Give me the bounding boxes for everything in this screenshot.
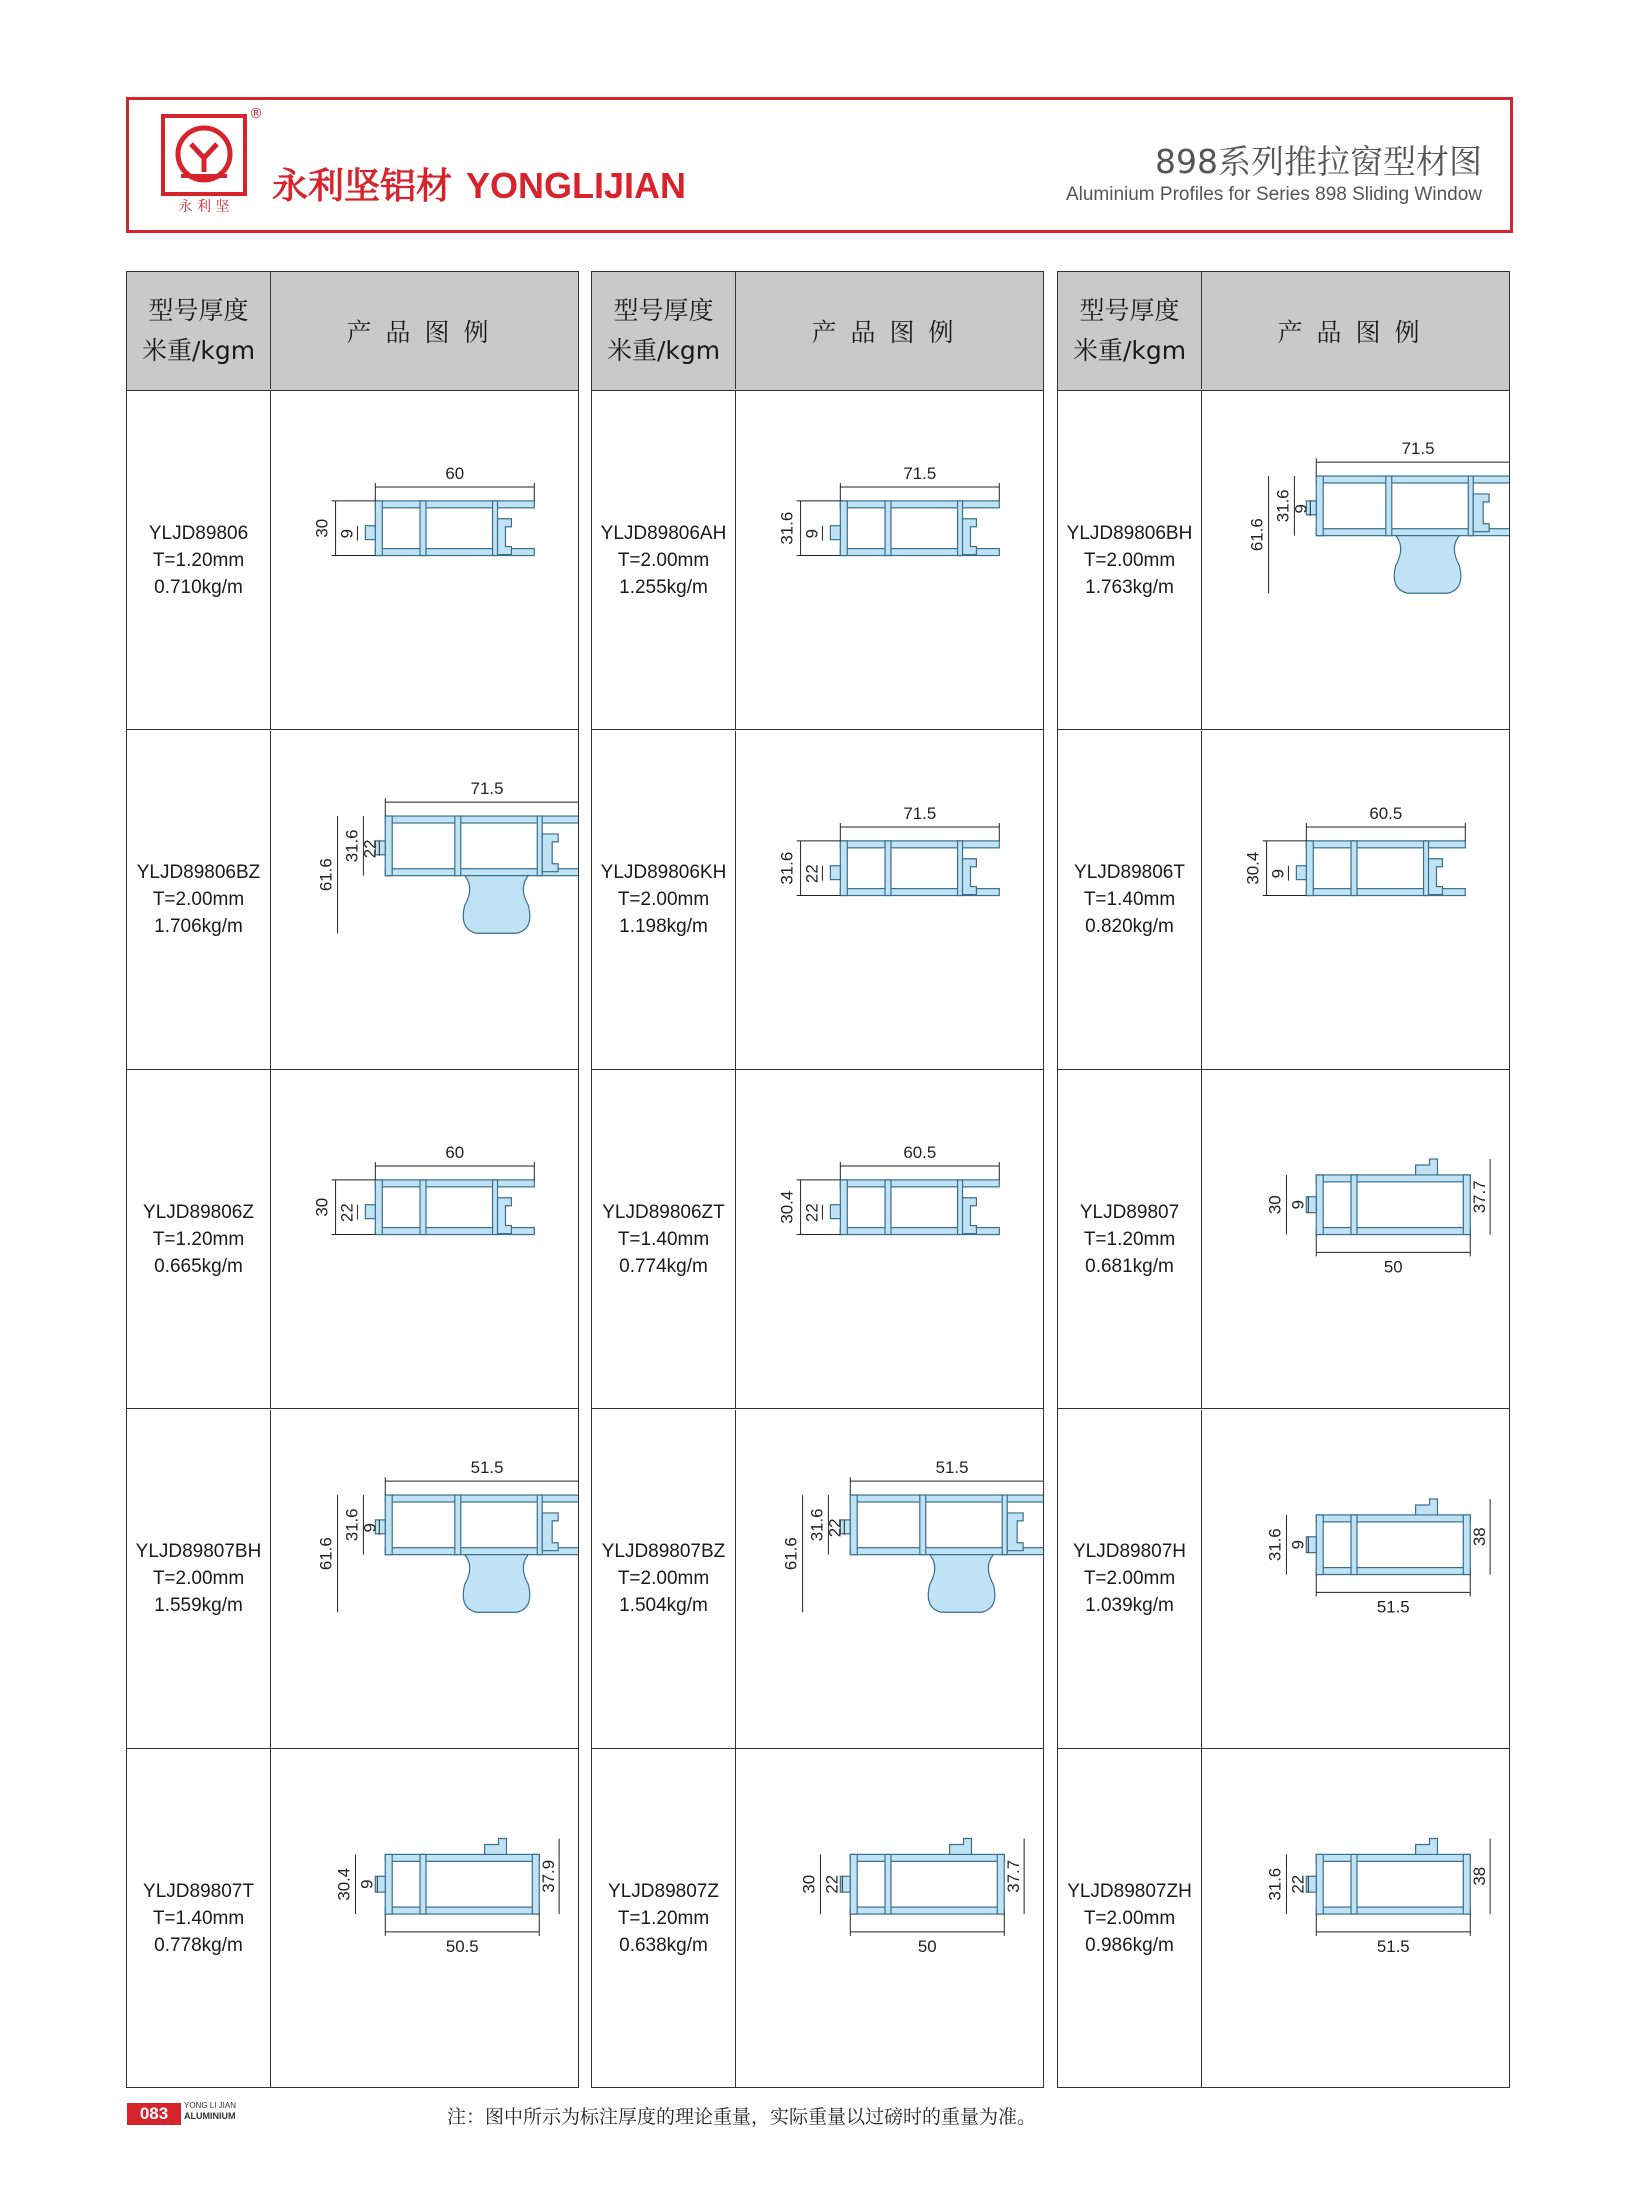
profile-part (1351, 1854, 1357, 1914)
profile-weight: 0.710kg/m (154, 576, 243, 598)
profile-weight: 1.706kg/m (154, 916, 243, 937)
profile-part (830, 526, 840, 540)
profile-section-diagram (1202, 1410, 1509, 1748)
dimension-label: 9 (337, 528, 357, 539)
dimension-label: 50 (1383, 1257, 1403, 1277)
profile-weight: 0.820kg/m (1085, 916, 1174, 937)
dimension-label: 31.6 (1265, 1867, 1285, 1901)
profile-model: YLJD89807T (143, 1881, 254, 1902)
profile-part (1424, 840, 1429, 895)
profile-part (498, 1198, 512, 1234)
profile-part (463, 1554, 530, 1612)
profile-drawing-cell (1202, 1410, 1509, 1748)
profile-part (1351, 840, 1357, 895)
columns.2.0-drawing (1248, 439, 1509, 593)
dimension-label: 31.6 (1273, 489, 1293, 523)
profile-part (1306, 1876, 1316, 1892)
profile-model: YLJD89806BH (1066, 522, 1193, 544)
profile-part (1429, 858, 1443, 894)
footer-brand-line2: ALUMINIUM (184, 2111, 236, 2121)
dimension-label: 60.5 (903, 1143, 937, 1163)
column-header (1058, 272, 1509, 391)
dimension-label: 51.5 (935, 1457, 969, 1477)
profile-row (1058, 1749, 1509, 2088)
profile-part (420, 1854, 426, 1914)
profile-model: YLJD89807 (1079, 1201, 1180, 1223)
profile-part (537, 816, 542, 876)
profile-part (542, 1512, 558, 1550)
columns.1.3-drawing (782, 1458, 1043, 1612)
profile-spec (592, 391, 736, 729)
dimension-label: 61.6 (316, 1536, 336, 1570)
profile-part (1296, 865, 1306, 879)
dimension-label: 37.7 (1004, 1859, 1024, 1893)
dimension-label: 71.5 (470, 778, 504, 798)
profile-drawing-cell (271, 1749, 578, 2088)
profile-row (1058, 1070, 1509, 1409)
dimension-label: 9 (357, 1879, 377, 1889)
profile-part (1316, 1228, 1470, 1235)
columns.1.1-drawing (778, 804, 1000, 896)
profile-weight: 1.763kg/m (1085, 576, 1174, 598)
profile-part (928, 1554, 995, 1612)
profile-row (592, 731, 1043, 1070)
profile-spec (592, 1070, 736, 1408)
dimension-label: 22 (1288, 1874, 1308, 1894)
profile-row (127, 1070, 578, 1409)
columns.2.4-drawing (1265, 1839, 1490, 1956)
profile-part (950, 1839, 972, 1855)
profile-section-diagram (736, 731, 1043, 1069)
profile-part (1316, 1854, 1323, 1914)
profile-spec (1058, 731, 1202, 1069)
profile-part (850, 1854, 1004, 1861)
profile-part (840, 501, 999, 508)
profile-row (127, 731, 578, 1070)
header-model-line2: 米重/kgm (1072, 335, 1187, 365)
profile-thickness: T=1.20mm (1083, 1228, 1176, 1250)
dimension-label: 31.6 (807, 1507, 827, 1541)
profile-section-diagram (271, 1070, 578, 1408)
profile-section-diagram (1202, 1070, 1509, 1408)
dimension-label: 31.6 (777, 511, 797, 545)
profile-row (1058, 391, 1509, 730)
profile-part (1386, 476, 1392, 536)
profile-spec (127, 731, 271, 1069)
profile-part (375, 501, 382, 556)
columns.0.2-drawing (313, 1143, 535, 1235)
dimension-label: 38 (1470, 1866, 1490, 1886)
profile-part (958, 840, 963, 895)
profile-model: YLJD89806BZ (136, 862, 261, 883)
profile-part (1416, 1839, 1438, 1855)
profile-row (592, 1749, 1043, 2088)
footer-brand (184, 2101, 236, 2121)
column-header (592, 272, 1043, 391)
profile-part (455, 1495, 461, 1555)
profile-part (537, 1495, 542, 1555)
profile-weight: 1.255kg/m (619, 576, 708, 598)
profile-part (385, 816, 392, 876)
profile-weight: 0.986kg/m (1085, 1935, 1174, 1956)
profile-weight: 1.559kg/m (154, 1595, 243, 1616)
dimension-label: 31.6 (342, 1507, 362, 1541)
dimension-label: 22 (825, 1517, 845, 1537)
dimension-label: 9 (360, 1522, 380, 1533)
profile-part (840, 1876, 850, 1892)
columns.0.0-drawing (313, 464, 535, 556)
profile-section-diagram (736, 1749, 1043, 2088)
columns.2.2-drawing (1265, 1159, 1490, 1276)
profile-part (1416, 1499, 1438, 1515)
page-number: 083 (127, 2103, 181, 2125)
profile-thickness: T=1.20mm (152, 1228, 245, 1250)
page-header (126, 97, 1513, 233)
profile-drawing-cell (736, 391, 1043, 729)
header-model-cell (592, 272, 736, 389)
dimension-label: 51.5 (1376, 1936, 1410, 1956)
profile-spec (592, 1749, 736, 2088)
profile-drawing-cell (1202, 1749, 1509, 2088)
header-model-cell (1058, 272, 1202, 389)
columns.0.3-drawing (317, 1458, 578, 1612)
profile-part (885, 501, 891, 556)
columns.0.1-drawing (317, 779, 578, 933)
profile-spec (127, 1749, 271, 2088)
profile-thickness: T=2.00mm (1083, 1908, 1176, 1929)
profile-part (1306, 840, 1465, 847)
profile-part (1351, 1175, 1357, 1235)
profile-drawing-cell (736, 1749, 1043, 2088)
profile-section-diagram (736, 391, 1043, 729)
profile-model: YLJD89807BH (135, 1541, 262, 1562)
profile-part (920, 1495, 926, 1555)
profile-model: YLJD89807H (1072, 1541, 1187, 1562)
profile-drawing-cell (1202, 391, 1509, 729)
header-product-cell: 产品图例 (346, 317, 503, 347)
profile-drawing-cell (736, 731, 1043, 1069)
profile-part (542, 833, 558, 871)
profile-part (493, 1180, 498, 1235)
profile-part (830, 1205, 840, 1219)
profile-column-2 (591, 271, 1044, 2088)
profile-part (1473, 494, 1489, 532)
columns.1.2-drawing (778, 1143, 1000, 1235)
dimension-label: 37.9 (539, 1859, 559, 1893)
profile-part (1002, 1495, 1007, 1555)
profile-part (463, 875, 530, 933)
footnote: 注：图中所示为标注厚度的理论重量，实际重量以过磅时的重量为准。 (447, 2106, 1037, 2128)
profile-weight: 1.198kg/m (619, 916, 708, 937)
profile-part (958, 1180, 963, 1235)
dimension-label: 61.6 (1247, 518, 1267, 552)
profile-part (375, 1180, 534, 1187)
brand-logo (161, 114, 247, 216)
profile-spec (1058, 1070, 1202, 1408)
profile-weight: 0.774kg/m (619, 1255, 708, 1277)
dimension-label: 9 (1291, 504, 1311, 514)
dimension-label: 50 (917, 1936, 937, 1956)
profile-part (365, 526, 375, 540)
profile-part (1468, 476, 1473, 536)
brand-name-cn: 永利坚铝材 (272, 165, 453, 206)
profile-section-diagram (271, 731, 578, 1069)
profile-thickness: T=2.00mm (1083, 549, 1176, 571)
profile-part (385, 1495, 578, 1502)
profile-thickness: T=2.00mm (617, 549, 710, 571)
profile-part (1316, 1907, 1470, 1914)
profile-part (1316, 1175, 1323, 1235)
dimension-label: 22 (802, 863, 822, 883)
profile-part (1316, 1514, 1470, 1521)
profile-part (455, 816, 461, 876)
profile-drawing-cell (736, 1070, 1043, 1408)
profile-part (1416, 1159, 1438, 1175)
profile-model: YLJD89806ZT (602, 1201, 725, 1223)
profile-thickness: T=1.40mm (617, 1228, 710, 1250)
dimension-label: 37.7 (1470, 1180, 1490, 1214)
dimension-label: 30.4 (1243, 851, 1263, 885)
profile-part (385, 1854, 539, 1861)
dimension-label: 60 (445, 1143, 465, 1163)
profile-section-diagram (271, 391, 578, 729)
header-product-cell: 产品图例 (811, 317, 968, 347)
profile-part (385, 816, 578, 823)
profile-drawing-cell (736, 1410, 1043, 1748)
dimension-label: 30 (1265, 1195, 1285, 1215)
profile-weight: 0.681kg/m (1085, 1255, 1174, 1277)
header-model-cell (127, 272, 271, 389)
dimension-label: 61.6 (316, 857, 336, 891)
columns.1.0-drawing (778, 464, 1000, 556)
dimension-label: 71.5 (903, 803, 937, 823)
profile-part (375, 1180, 382, 1235)
profile-row (592, 1410, 1043, 1749)
profile-model: YLJD89807BZ (601, 1541, 726, 1562)
profile-weight: 0.665kg/m (154, 1255, 243, 1277)
profile-model: YLJD89806 (148, 522, 249, 544)
profile-spec (1058, 1410, 1202, 1748)
dimension-label: 22 (337, 1203, 357, 1223)
profile-section-diagram (736, 1070, 1043, 1408)
profile-part (385, 1495, 392, 1555)
profile-spec (1058, 1749, 1202, 2088)
profile-part (840, 840, 847, 895)
dimension-label: 30 (799, 1874, 819, 1894)
profile-model: YLJD89806KH (600, 862, 727, 883)
profile-thickness: T=2.00mm (152, 1568, 245, 1589)
brand-name (272, 158, 686, 209)
header-model-line1: 型号厚度 (1079, 295, 1180, 325)
profile-part (420, 1180, 426, 1235)
profile-column-1 (126, 271, 579, 2088)
profile-spec (127, 1410, 271, 1748)
profile-part (1306, 840, 1313, 895)
profile-thickness: T=2.00mm (152, 889, 245, 910)
profile-thickness: T=2.00mm (1083, 1568, 1176, 1589)
dimension-label: 9 (1268, 868, 1288, 878)
profile-thickness: T=2.00mm (617, 889, 710, 910)
profile-part (1316, 1854, 1470, 1861)
profile-part (840, 1180, 999, 1187)
profile-part (493, 501, 498, 556)
profile-part (1394, 536, 1461, 594)
profile-weight: 1.504kg/m (619, 1595, 708, 1616)
profile-model: YLJD89806T (1074, 862, 1185, 883)
profile-part (963, 858, 977, 894)
dimension-label: 22 (802, 1203, 822, 1223)
profile-part (1316, 1567, 1470, 1574)
header-model-line1: 型号厚度 (613, 295, 714, 325)
columns.0.4-drawing (334, 1839, 559, 1956)
page-title: 898系列推拉窗型材图 (1155, 142, 1482, 181)
dimension-label: 30 (312, 1197, 332, 1217)
profile-section-diagram (1202, 391, 1509, 729)
profile-section-diagram (271, 1410, 578, 1748)
header-model-line1: 型号厚度 (148, 295, 249, 325)
profile-part (963, 519, 977, 555)
profile-part (885, 1854, 891, 1914)
profile-part (840, 501, 847, 556)
profile-part (1351, 1514, 1357, 1574)
profile-spec (1058, 391, 1202, 729)
profile-part (1306, 1536, 1316, 1552)
profile-part (850, 1907, 1004, 1914)
brand-name-en: YONGLIJIAN (466, 165, 687, 206)
profile-row (592, 391, 1043, 730)
profile-thickness: T=1.40mm (1083, 889, 1176, 910)
profile-section-diagram (271, 1749, 578, 2088)
header-model-line2: 米重/kgm (141, 335, 256, 365)
profile-row (127, 1410, 578, 1749)
profile-row (1058, 731, 1509, 1070)
profile-part (885, 840, 891, 895)
dimension-label: 31.6 (1265, 1527, 1285, 1561)
profile-spec (592, 731, 736, 1069)
profile-thickness: T=1.40mm (152, 1908, 245, 1929)
dimension-label: 60 (445, 464, 465, 484)
columns.2.1-drawing (1244, 804, 1466, 896)
registered-mark: ® (249, 106, 263, 122)
profile-drawing-cell (271, 1070, 578, 1408)
profile-row (1058, 1410, 1509, 1749)
logo-caption: 永 利 坚 (178, 199, 230, 215)
dimension-label: 51.5 (1376, 1596, 1410, 1616)
profile-spec (127, 391, 271, 729)
profile-part (385, 1854, 392, 1914)
dimension-label: 9 (1288, 1539, 1308, 1549)
header-model-line2: 米重/kgm (606, 335, 721, 365)
profile-thickness: T=2.00mm (617, 1568, 710, 1589)
profile-drawing-cell (271, 391, 578, 729)
profile-part (963, 1198, 977, 1234)
profile-part (1316, 1175, 1470, 1182)
profile-part (498, 519, 512, 555)
dimension-label: 60.5 (1369, 803, 1403, 823)
dimension-label: 22 (822, 1874, 842, 1894)
profile-row (127, 391, 578, 730)
profile-part (840, 1180, 847, 1235)
dimension-label: 61.6 (781, 1536, 801, 1570)
profile-part (375, 501, 534, 508)
profile-part (365, 1205, 375, 1219)
dimension-label: 71.5 (903, 464, 937, 484)
dimension-label: 71.5 (1401, 439, 1435, 459)
profile-section-diagram (1202, 731, 1509, 1069)
profile-weight: 0.638kg/m (619, 1935, 708, 1956)
dimension-label: 9 (802, 528, 822, 539)
profile-drawing-cell (1202, 1070, 1509, 1408)
profile-part (830, 865, 840, 879)
dimension-label: 31.6 (342, 828, 362, 862)
profile-section-diagram (1202, 1749, 1509, 2088)
profile-thickness: T=1.20mm (617, 1908, 710, 1929)
profile-part (850, 1854, 857, 1914)
profile-part (385, 1907, 539, 1914)
dimension-label: 9 (1288, 1200, 1308, 1210)
profile-drawing-cell (271, 1410, 578, 1748)
profile-model: YLJD89806AH (600, 522, 727, 544)
profile-part (1316, 476, 1509, 483)
header-product-cell: 产品图例 (1277, 317, 1434, 347)
dimension-label: 31.6 (777, 851, 797, 885)
profile-row (592, 1070, 1043, 1409)
profile-drawing-cell (271, 731, 578, 1069)
profile-thickness: T=1.20mm (152, 549, 245, 571)
column-header (127, 272, 578, 391)
profile-spec (127, 1070, 271, 1408)
profile-part (485, 1839, 507, 1855)
dimension-label: 51.5 (470, 1457, 504, 1477)
columns.1.4-drawing (799, 1839, 1024, 1956)
profile-row (127, 1749, 578, 2088)
profile-part (1316, 476, 1323, 536)
profile-part (1316, 1514, 1323, 1574)
profile-model: YLJD89807Z (608, 1881, 719, 1902)
profile-spec (592, 1410, 736, 1748)
profile-part (850, 1495, 857, 1555)
page-subtitle: Aluminium Profiles for Series 898 Sliding Window (1065, 184, 1482, 205)
profile-model: YLJD89806Z (143, 1201, 254, 1223)
profile-part (375, 1876, 385, 1892)
profile-weight: 1.039kg/m (1085, 1595, 1174, 1616)
footer-brand-line1: YONG LI JIAN (184, 2101, 237, 2110)
profile-part (958, 501, 963, 556)
dimension-label: 22 (360, 838, 380, 858)
dimension-label: 50.5 (445, 1936, 479, 1956)
profile-model: YLJD89807ZH (1067, 1881, 1192, 1902)
profile-part (850, 1495, 1043, 1502)
dimension-label: 30.4 (777, 1190, 797, 1224)
profile-section-diagram (736, 1410, 1043, 1748)
profile-part (420, 501, 426, 556)
dimension-label: 38 (1470, 1526, 1490, 1546)
dimension-label: 30.4 (334, 1867, 354, 1901)
profile-part (1007, 1512, 1023, 1550)
profile-column-3 (1057, 271, 1510, 2088)
profile-weight: 0.778kg/m (154, 1935, 243, 1956)
profile-drawing-cell (1202, 731, 1509, 1069)
columns.2.3-drawing (1265, 1499, 1490, 1616)
dimension-label: 30 (312, 518, 332, 538)
profile-part (840, 840, 999, 847)
profile-part (885, 1180, 891, 1235)
profile-part (1306, 1197, 1316, 1213)
